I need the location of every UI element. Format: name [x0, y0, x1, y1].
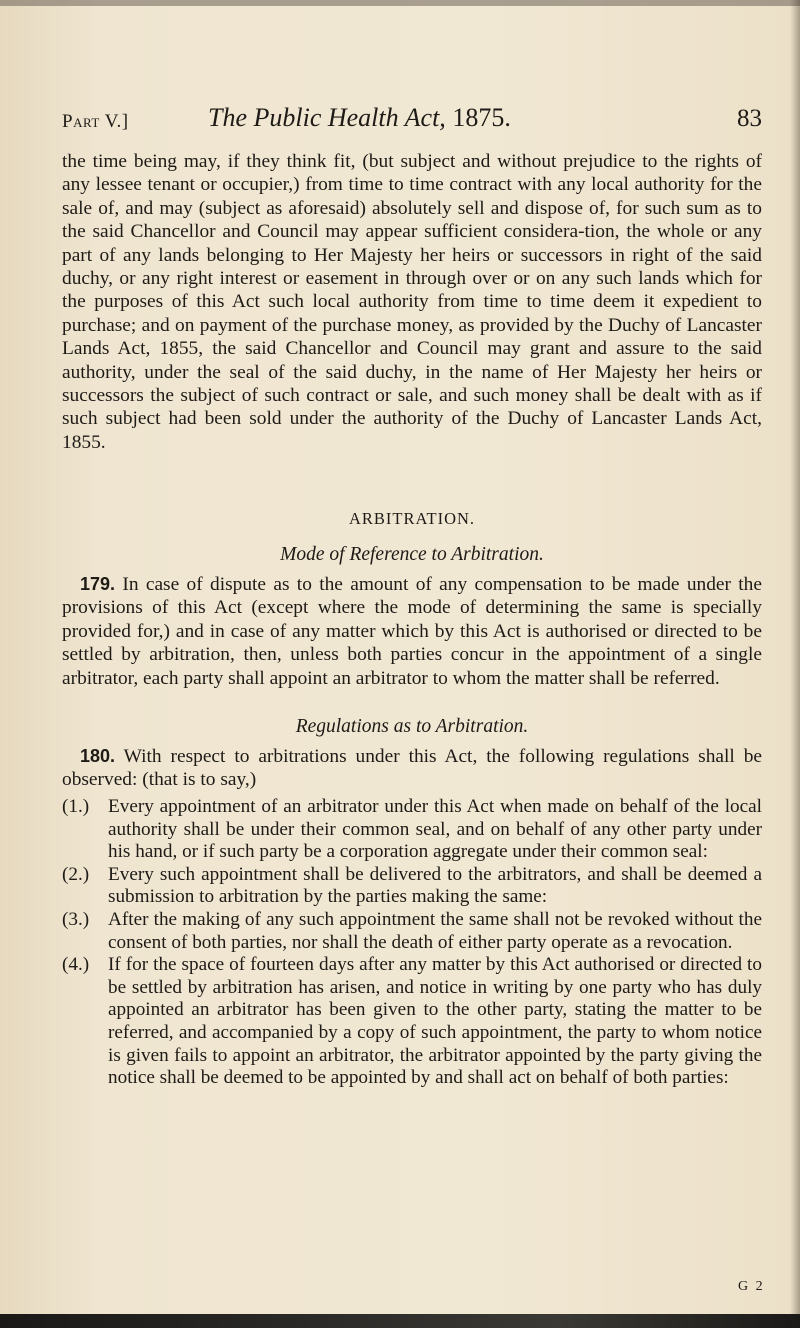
regulation-text: Every such appointment shall be delivered to the arbitrators, and shall be deemed a submission to arbitration by the parties making the same:: [108, 863, 762, 908]
printer-signature-mark: G 2: [738, 1279, 765, 1294]
act-title: The Public Health Act,: [208, 103, 446, 132]
running-title: [208, 103, 511, 133]
section-180: [62, 745, 762, 792]
regulation-number: (3.): [62, 908, 90, 930]
regulation-number: (1.): [62, 796, 90, 817]
scan-bottom-edge: [0, 1314, 800, 1328]
regulation-number: (4.): [62, 954, 90, 976]
regulation-item: [62, 796, 762, 864]
regulations-list: [62, 796, 762, 1090]
regulation-item: [62, 954, 762, 1090]
section-179: [62, 573, 762, 690]
act-year: 1875.: [452, 103, 511, 132]
page-number: 83: [737, 105, 762, 132]
subheading-regulations: Regulations as to Arbitration.: [295, 716, 529, 737]
section-heading-arbitration: ARBITRATION.: [348, 509, 476, 528]
part-label: Part V.]: [62, 111, 129, 132]
regulation-item: [62, 864, 762, 909]
running-header: [62, 103, 762, 137]
regulation-text: After the making of any such appointment the same shall not be revoked without the consent of both parties, nor shall the death of either party operate as a revocation.: [108, 908, 762, 953]
section-179-text: In case of dispute as to the amount of any compensation to be made under the provisions of this Act (except where the mode of determining the same is specially provided for,) and in case of any matter which by this Act is authorised or directed to be settled by arbitration, then, unless both parties concur in the appointment of a single arbitrator, each party shall appoint an arbitrator to whom the matter shall be referred.: [62, 574, 762, 689]
regulation-text: If for the space of fourteen days after any matter by this Act authorised or directed to be settled by arbitration has arisen, and notice in writing by one party who has duly appointed an arbitrator has been given to the other party, stating the matter to be referred, and accompanied by a copy of such appointment, the party to whom notice is given fails to appoint an arbitrator, the arbitrator appointed by the party giving the notice shall be deemed to be appointed by and shall act on behalf of both parties:: [108, 954, 762, 1089]
section-number-180: 180.: [80, 746, 116, 766]
page-edge-shadow: [790, 0, 800, 1328]
opening-paragraph: the time being may, if they think fit, (but subject and without prejudice to the rights of any lessee tenant or occupier,) from time to time contract with any local authority for the sale of, and may (subject as aforesaid) absolutely sell and dispose of, for such sum as to the said Chancellor and Council may appear sufficient considera-tion, the whole or any part of any lands belonging to Her Majesty her heirs or successors in right of the said duchy, or any right interest or easement in through over or on any such lands which for the purposes of this Act such local authority from time to time deem it expedient to purchase; and on payment of the purchase money, as provided by the Duchy of Lancaster Lands Act, 1855, the said Chancellor and Council may grant and assure to the said authority, under the seal of the said duchy, in the name of Her Majesty her heirs or successors the subject of such contract or sale, and such money shall be dealt with as if such subject had been sold under the authority of the Duchy of Lancaster Lands Act, 1855.: [62, 151, 762, 453]
subheading-mode-of-reference: Mode of Reference to Arbitration.: [280, 544, 544, 565]
page-top-shadow: [0, 0, 800, 6]
regulation-text: Every appointment of an arbitrator under this Act when made on behalf of the local authority shall be under their common seal, and on behalf of any other party under his hand, or if such party be a corporation aggregate under their common seal:: [108, 796, 762, 863]
regulation-number: (2.): [62, 863, 90, 885]
section-number-179: 179.: [80, 574, 116, 594]
regulation-item: [62, 909, 762, 954]
section-180-text: With respect to arbitrations under this Act, the following regulations shall be observed: (that is to say,): [62, 746, 763, 791]
